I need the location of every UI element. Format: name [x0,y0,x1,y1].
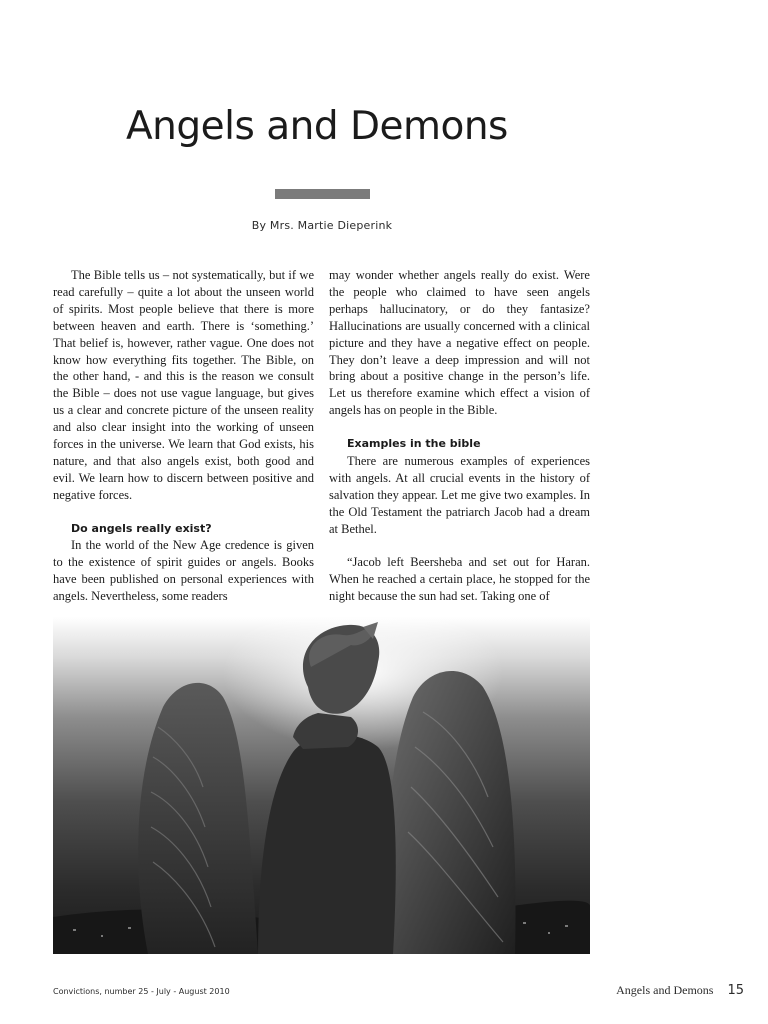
angel-statue-photo [53,617,590,954]
quote-paragraph: “Jacob left Beersheba and set out for Haran. When he reached a certain place, he stopped for the night because the sun had set. Taking one of [329,555,590,604]
author-byline: By Mrs. Martie Dieperink [251,219,393,232]
left-text-column [53,267,314,605]
article-title: Angels and Demons [126,104,508,149]
paragraph: There are numerous examples of experiences with angels. At all crucial events in the history of salvation they appear. Let me give two examples. In the Old Testament the patriarch Jacob had a dream at Bethel. [329,453,590,536]
paragraph: may wonder whether angels really do exist. Were the people who claimed to have seen angels perhaps hallucinatory, or do they fantasize? Hallucinations are usually concerned with a clinical picture and they have a negative effect on people. They don’t leave a deep impression and will not bring about a positive change in the person’s life. Let us therefore examine which effect a vision of angels has on people in the Bible. [329,268,590,418]
section-heading: Do angels really exist? [71,521,212,535]
right-text-column [329,267,590,605]
paragraph: In the world of the New Age credence is given to the existence of spirit guides or angels. Books have been published on personal experiences with angels. Nevertheless, some readers [53,538,314,604]
footer-running-title [616,983,744,998]
paragraph: The Bible tells us – not systematically, but if we read carefully – quite a lot about the unseen world of spirits. Most people believe that there is more between heaven and earth. There is ‘something.’ That belief is, however, rather vague. One does not know how everything fits together. The Bible, on the other hand, - and this is the reason we consult the Bible – does not use vague language, but gives us a clear and concrete picture of the unseen reality and also clear insight into the working of unseen forces in the universe. We learn that God exists, his nature, and that also angels exist, both good and evil. We learn how to discern between positive and negative forces. [53,268,314,502]
page-number: 15 [727,983,744,998]
footer-publication: Convictions, number 25 - July - August 2010 [53,987,230,996]
section-heading: Examples in the bible [347,437,481,451]
running-title: Angels and Demons [616,983,714,997]
title-divider [275,189,370,199]
